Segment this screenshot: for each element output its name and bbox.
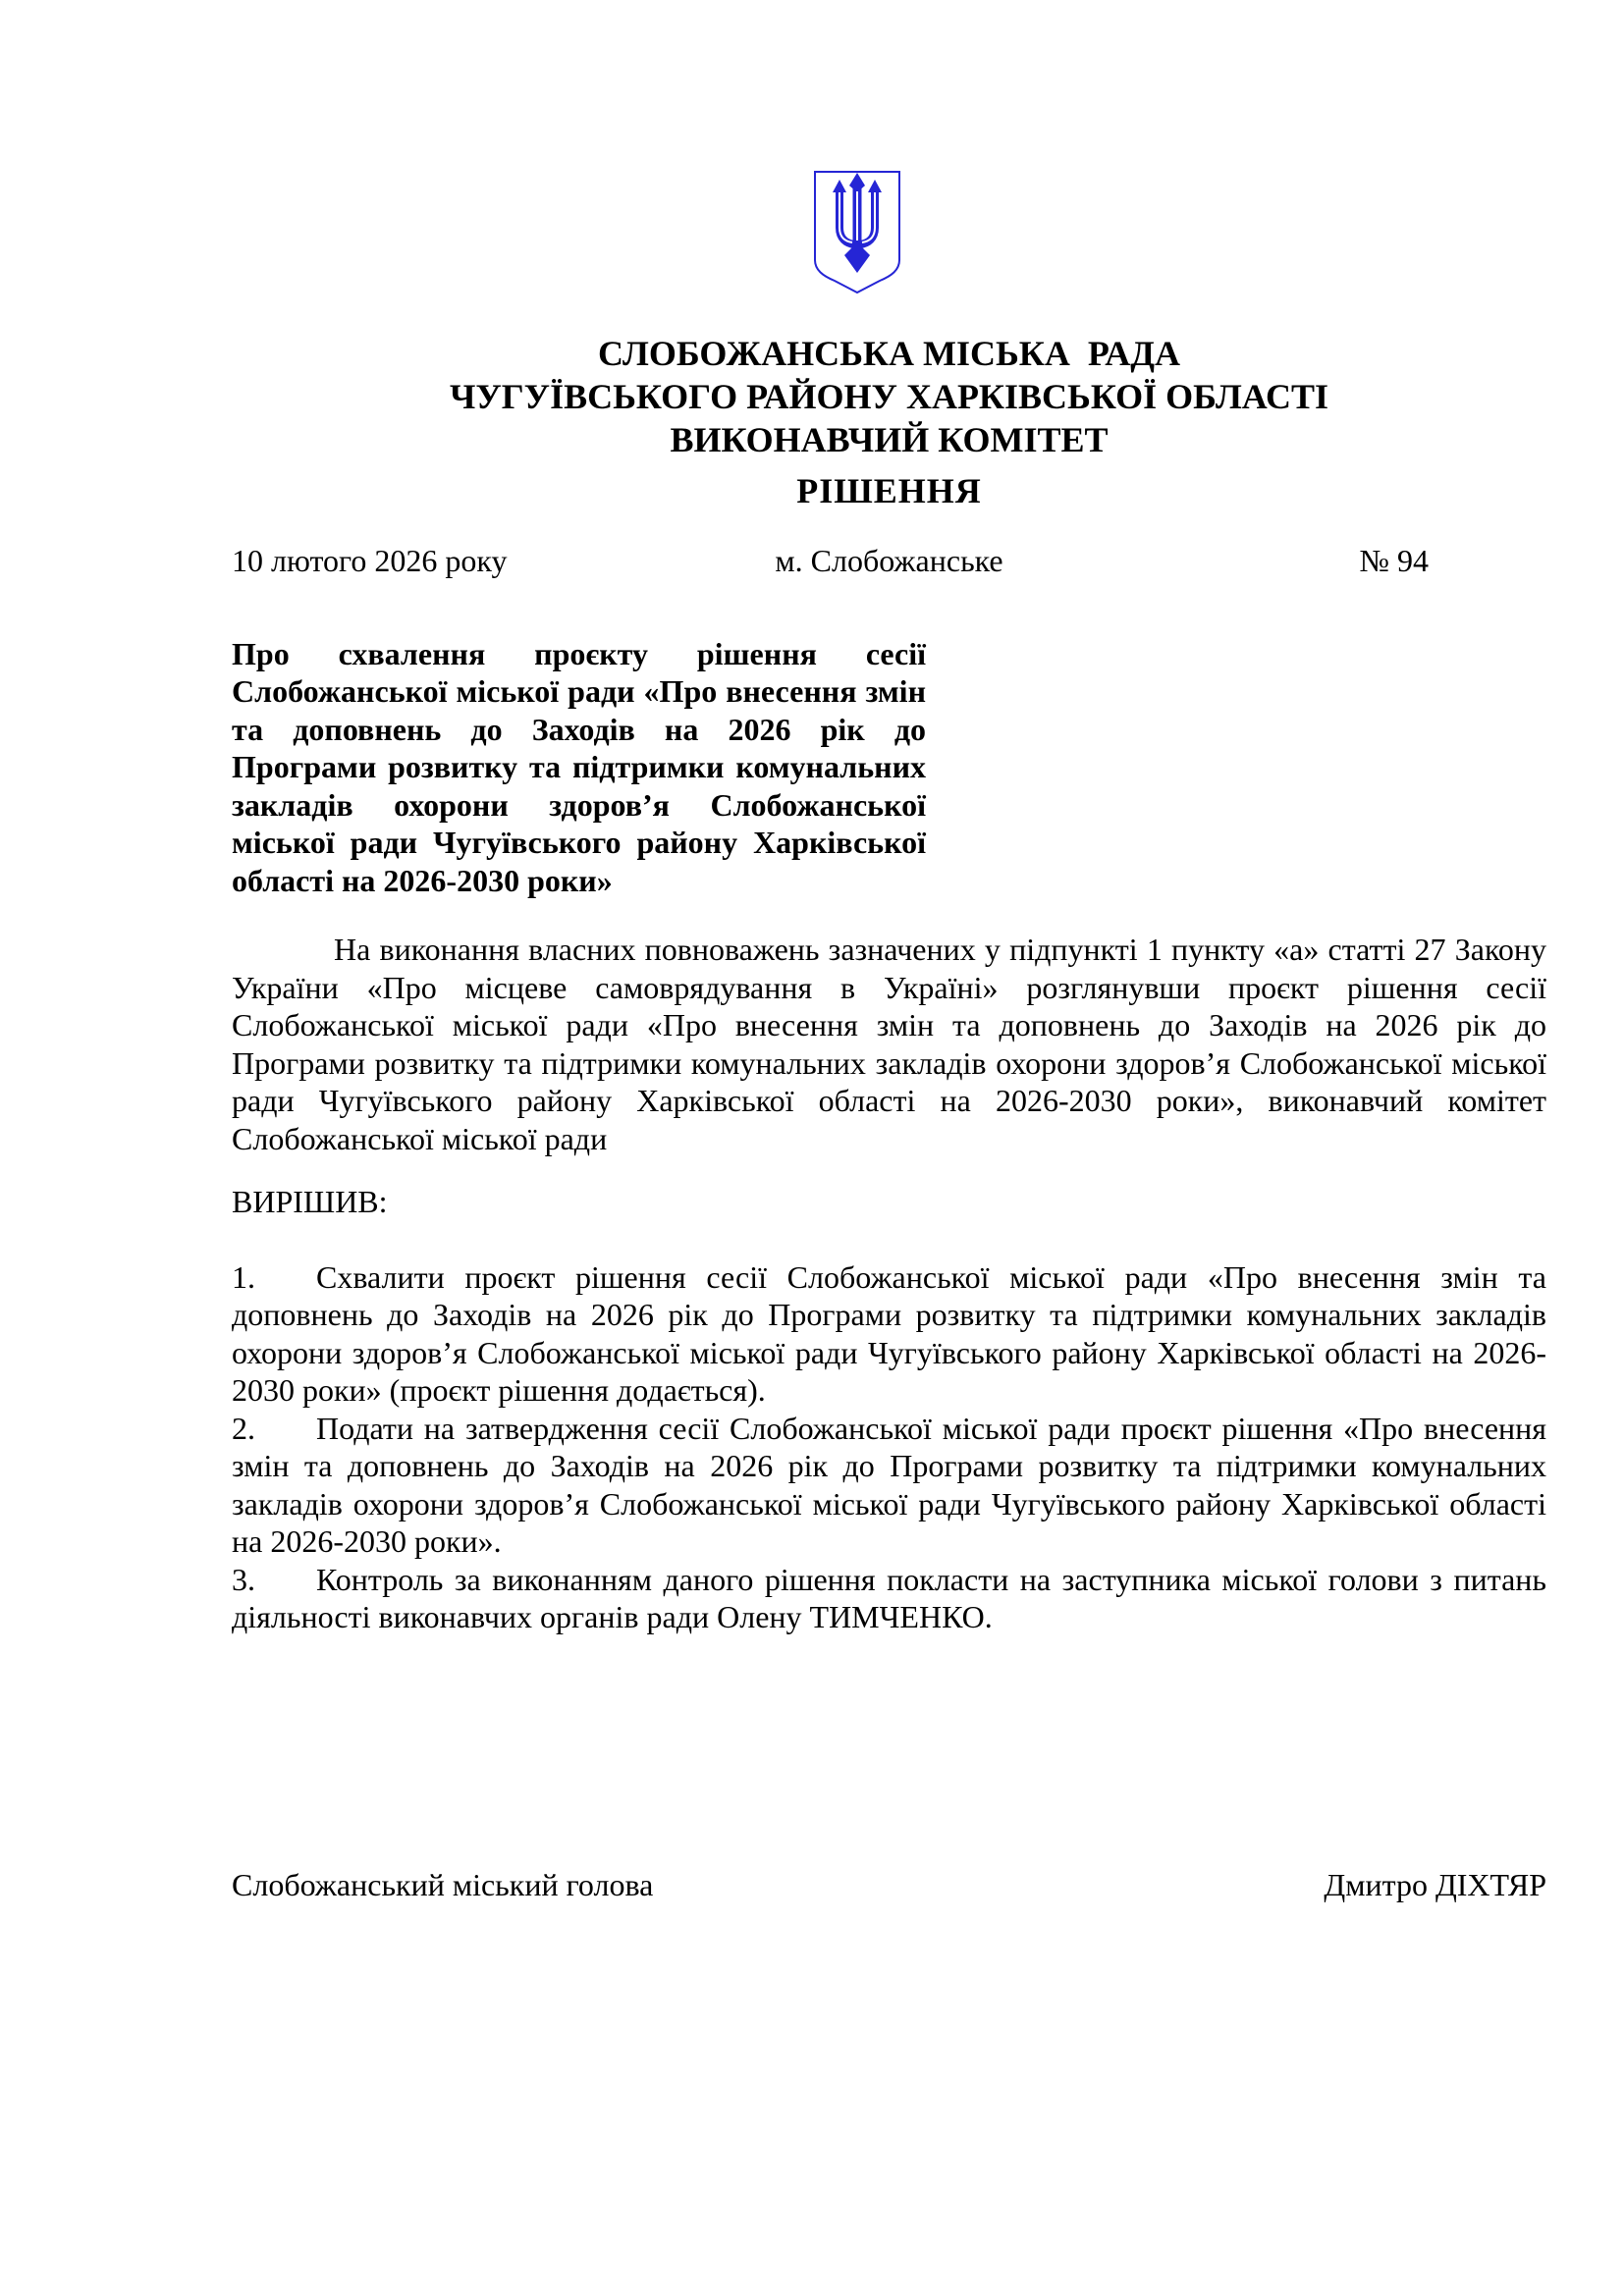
ukraine-trident-emblem-icon [810,168,904,295]
document-type-title: РІШЕННЯ [796,471,982,510]
resolution-items [232,1258,1546,1636]
resolved-label: ВИРІШИВ: [232,1184,388,1219]
org-committee-line: ВИКОНАВЧИЙ КОМІТЕТ [670,420,1109,459]
item-text: Подати на затвердження сесії Слобожанської міської ради проєкт рішення «Про внесення змін та доповнень до Заходів на 2026 рік до Програми розвитку та підтримки комунальних закладів охорони здоров’я Слобожанської міської ради Чугуївського району Харківської області на 2026-2030 роки». [232,1410,1546,1559]
signature-row [232,1866,1546,1904]
organization-header [232,332,1546,461]
document-meta-row [232,542,1546,580]
document-place: м. Слобожанське [775,543,1003,578]
item-number: 2. [232,1410,255,1446]
signer-name: Дмитро ДІХТЯР [1324,1866,1546,1902]
item-number: 1. [232,1258,255,1295]
resolution-item-1 [232,1258,1546,1410]
resolution-item-3 [232,1561,1546,1636]
document-date: 10 лютого 2026 року [232,543,508,578]
document-number: № 94 [1359,543,1429,578]
org-name-line: СЛОБОЖАНСЬКА МІСЬКА РАДА [597,334,1181,373]
resolution-item-2 [232,1410,1546,1561]
org-district-line: ЧУГУЇВСЬКОГО РАЙОНУ ХАРКІВСЬКОЇ ОБЛАСТІ [449,377,1329,416]
item-text: Схвалити проєкт рішення сесії Слобожанської міської ради «Про внесення змін та доповнень до Заходів на 2026 рік до Програми розвитку та підтримки комунальних закладів охорони здоров’я Слобожанської міської ради Чугуївського району Харківської області на 2026-2030 роки» (проєкт рішення додається). [232,1258,1546,1408]
signer-title: Слобожанський міський голова [232,1866,654,1902]
item-text: Контроль за виконанням даного рішення покласти на заступника міської голови з питань діяльності виконавчих органів ради Олену ТИМЧЕНКО. [232,1561,1546,1634]
preamble-paragraph: На виконання власних повноважень зазначених у підпункті 1 пункту «а» статті 27 Закону України «Про місцеве самоврядування в Україні» розглянувши проєкт рішення сесії Слобожанської міської ради «Про внесення змін та доповнень до Заходів на 2026 рік до Програми розвитку та підтримки комунальних закладів охорони здоров’я Слобожанської міської ради Чугуївського району Харківської області на 2026-2030 роки», виконавчий комітет Слобожанської міської ради [232,932,1546,1156]
document-subject: Про схвалення проєкту рішення сесії Слобожанської міської ради «Про внесення змін та доповнень до Заходів на 2026 рік до Програми розвитку та підтримки комунальних закладів охорони здоров’я Слобожанської міської ради Чугуївського району Харківської області на 2026-2030 роки» [232,635,926,898]
item-number: 3. [232,1561,255,1597]
